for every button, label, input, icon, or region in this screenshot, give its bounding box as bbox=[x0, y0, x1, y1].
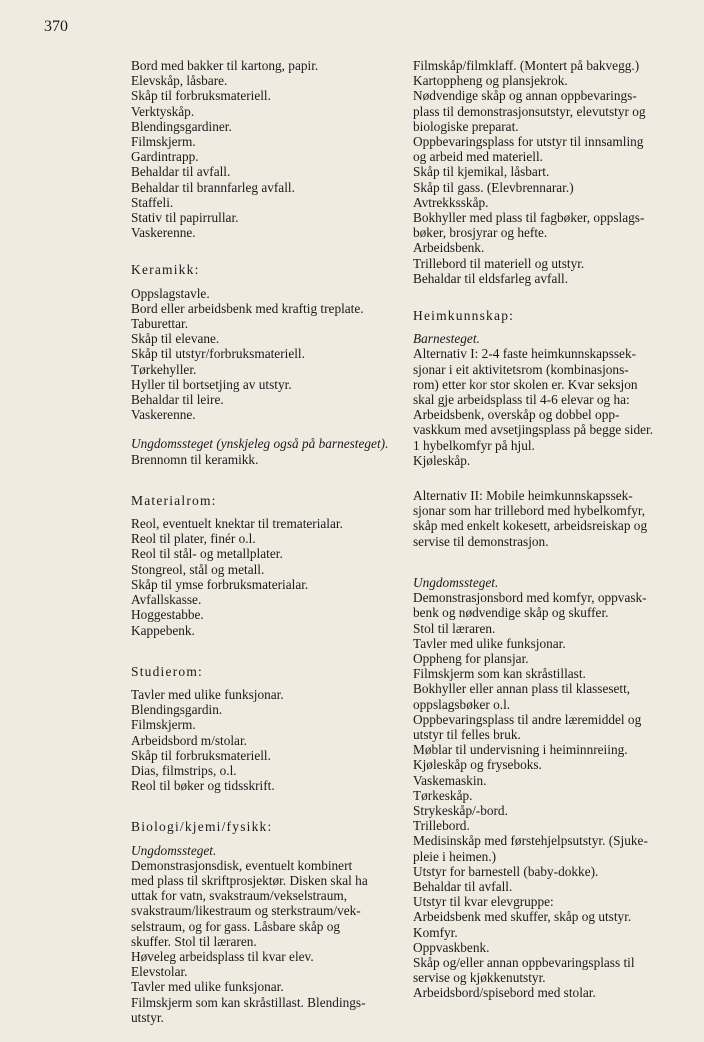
materialrom-list bbox=[131, 516, 389, 638]
text-line: Tavler med ulike funksjonar. bbox=[131, 686, 284, 702]
text-line: Vaskerenne. bbox=[131, 407, 196, 423]
text-line: Bord eller arbeidsbenk med kraftig treplate. bbox=[131, 300, 364, 316]
text-line: Demonstrasjonsbord med komfyr, oppvask- bbox=[413, 590, 647, 606]
text-line: Komfyr. bbox=[413, 924, 458, 940]
barnesteget-label: Barnesteget. bbox=[413, 331, 480, 347]
text-line: Reol til stål- og metallplater. bbox=[131, 546, 283, 562]
text-line: og arbeid med materiell. bbox=[413, 149, 543, 165]
text-line: Høveleg arbeidsplass til kvar elev. bbox=[131, 948, 314, 964]
text-line: Hyller til bortsetjing av utstyr. bbox=[131, 376, 292, 392]
text-line: Demonstrasjonsdisk, eventuelt kombinert bbox=[131, 857, 353, 873]
text-line: Oppslagstavle. bbox=[131, 285, 210, 301]
text-line: Bord med bakker til kartong, papir. bbox=[131, 58, 319, 73]
text-line: utstyr. bbox=[131, 1009, 164, 1025]
text-line: Blendingsgardin. bbox=[131, 702, 223, 718]
text-line: skuffer. Stol til læraren. bbox=[131, 933, 257, 949]
text-line: Nødvendige skåp og annan oppbevarings- bbox=[413, 88, 637, 104]
text-line: svakstraum/likestraum og sterkstraum/vek- bbox=[131, 903, 361, 919]
text-line: Reol, eventuelt knektar til trematerialar. bbox=[131, 516, 343, 532]
text-line: Reol til plater, finér o.l. bbox=[131, 531, 256, 547]
text-line: Elevstolar. bbox=[131, 964, 188, 980]
text-line: bøker, brosjyrar og hefte. bbox=[413, 225, 548, 241]
materialrom-heading: Materialrom: bbox=[131, 492, 217, 508]
text-line: Dias, filmstrips, o.l. bbox=[131, 762, 237, 778]
text-line: Skåp til elevane. bbox=[131, 331, 220, 347]
text-line: Tavler med ulike funksjonar. bbox=[413, 635, 566, 651]
text-line: Hoggestabbe. bbox=[131, 607, 204, 623]
biologi-list bbox=[131, 949, 389, 995]
ungdomssteget-list bbox=[413, 590, 668, 1000]
text-line: Oppheng for plansjar. bbox=[413, 650, 529, 666]
text-line: benk og nødvendige skåp og skuffer. bbox=[413, 605, 609, 621]
text-line: Tørkehyller. bbox=[131, 361, 197, 377]
text-line: Skåp til kjemikal, låsbart. bbox=[413, 164, 550, 180]
text-line: pleie i heimen.) bbox=[413, 848, 497, 864]
text-line: Utstyr for barnestell (baby-dokke). bbox=[413, 863, 599, 879]
text-line: Filmskjerm som kan skråstillast. Blendings- bbox=[131, 994, 366, 1010]
text-line: Tørkeskåp. bbox=[413, 787, 473, 803]
text-line: Arbeidsbenk. bbox=[413, 240, 485, 256]
text-line: Trillebord til materiell og utstyr. bbox=[413, 255, 585, 271]
text-line: Staffeli. bbox=[131, 194, 174, 210]
text-line: Kjøleskåp og fryseboks. bbox=[413, 757, 542, 773]
text-line: Skåp til forbruksmateriell. bbox=[131, 747, 271, 763]
text-line: servise og kjøkkenutstyr. bbox=[413, 970, 546, 986]
biologi-stage-label: Ungdomssteget. bbox=[131, 842, 217, 858]
text-line: Arbeidsbenk med skuffer, skåp og utstyr. bbox=[413, 909, 632, 925]
text-line: Elevskåp, låsbare. bbox=[131, 73, 228, 89]
text-line: Tavler med ulike funksjonar. bbox=[131, 979, 284, 995]
keramikk-heading: Keramikk: bbox=[131, 262, 200, 278]
text-line: Stongreol, stål og metall. bbox=[131, 561, 265, 577]
text-line: plass til demonstrasjonsutstyr, elevutstyr og bbox=[413, 103, 646, 119]
text-line: Arbeidsbenk, overskåp og dobbel opp- bbox=[413, 407, 620, 423]
text-line: Strykeskåp/-bord. bbox=[413, 802, 508, 818]
text-line: Skåp og/eller annan oppbevaringsplass til bbox=[413, 954, 635, 970]
text-line: Behaldar til avfall. bbox=[413, 878, 513, 894]
text-line: uttak for vatn, svakstraum/vekselstraum, bbox=[131, 888, 348, 904]
text-line: Kartoppheng og plansjekrok. bbox=[413, 73, 568, 89]
text-line: skåp med enkelt kokesett, arbeidsreiskap og bbox=[413, 518, 648, 534]
text-line: med plass til skriftprosjektør. Disken skal ha bbox=[131, 872, 368, 888]
text-line: Filmskjerm. bbox=[131, 717, 196, 733]
keramikk-list bbox=[131, 286, 389, 423]
text-line: Taburettar. bbox=[131, 316, 189, 332]
alternativ-2-text bbox=[413, 488, 668, 549]
text-line: Skåp til utstyr/forbruksmateriell. bbox=[131, 346, 305, 362]
text-line: Utstyr til kvar elevgruppe: bbox=[413, 894, 554, 910]
text-line: Medisinskåp med førstehjelpsutstyr. (Sjuke- bbox=[413, 833, 648, 849]
text-line: Behaldar til leire. bbox=[131, 392, 224, 408]
text-line: Vaskerenne. bbox=[131, 225, 196, 241]
text-line: Bokhyller med plass til fagbøker, oppslags- bbox=[413, 210, 645, 226]
text-line: Stativ til papirrullar. bbox=[131, 210, 239, 226]
alternativ-1-text bbox=[413, 346, 668, 468]
text-line: vaskkum med avsetjingsplass på begge sider. bbox=[413, 422, 654, 438]
text-line: Bokhyller eller annan plass til klassesett, bbox=[413, 681, 631, 697]
left-column bbox=[131, 58, 389, 1025]
text-line: sjonar som har trillebord med hybelkomfyr, bbox=[413, 503, 646, 519]
text-line: Skåp til forbruksmateriell. bbox=[131, 88, 271, 104]
text-line: 1 hybelkomfyr på hjul. bbox=[413, 437, 535, 453]
text-line: Oppbevaringsplass for utstyr til innsamling bbox=[413, 134, 644, 150]
right-column bbox=[413, 58, 668, 1001]
text-line: servise til demonstrasjon. bbox=[413, 533, 549, 549]
intro-list bbox=[131, 58, 389, 240]
keramikk-stage-label: Ungdomssteget (ynskjeleg også på barnesteget). bbox=[131, 436, 389, 452]
ungdomssteget-label: Ungdomssteget. bbox=[413, 574, 499, 590]
text-line: Filmskåp/filmklaff. (Montert på bakvegg.) bbox=[413, 58, 640, 73]
text-line: oppslagsbøker o.l. bbox=[413, 696, 511, 712]
text-line: Stol til læraren. bbox=[413, 620, 496, 636]
text-line: Blendingsgardiner. bbox=[131, 118, 232, 134]
studierom-list bbox=[131, 687, 389, 793]
text-line: Filmskjerm som kan skråstillast. bbox=[413, 666, 586, 682]
text-line: biologiske preparat. bbox=[413, 118, 519, 134]
text-line: Behaldar til avfall. bbox=[131, 164, 231, 180]
text-line: Skåp til gass. (Elevbrennarar.) bbox=[413, 179, 574, 195]
text-line: sjonar i eit aktivitetsrom (kombinasjons- bbox=[413, 361, 629, 377]
right-intro-list bbox=[413, 58, 668, 286]
text-line: Oppbevaringsplass til andre læremiddel og bbox=[413, 711, 642, 727]
page-number: 370 bbox=[44, 18, 68, 35]
studierom-heading: Studierom: bbox=[131, 663, 203, 679]
text-line: Verktyskåp. bbox=[131, 103, 195, 119]
text-line: Møblar til undervisning i heiminnreiing. bbox=[413, 742, 628, 758]
text-line: Kjøleskåp. bbox=[413, 452, 471, 468]
text-line: Alternativ I: 2-4 faste heimkunnskapssek- bbox=[413, 346, 637, 362]
text-line: Filmskjerm. bbox=[131, 134, 196, 150]
text-line: selstraum, og for gass. Låsbare skåp og bbox=[131, 918, 341, 934]
text-line: Reol til bøker og tidsskrift. bbox=[131, 778, 275, 794]
text-line: Arbeidsbord/spisebord med stolar. bbox=[413, 985, 596, 1001]
text-line: utstyr til felles bruk. bbox=[413, 726, 521, 742]
text-line: Trillebord. bbox=[413, 818, 470, 834]
text-line: Brennomn til keramikk. bbox=[131, 451, 259, 467]
text-line: Alternativ II: Mobile heimkunnskapssek- bbox=[413, 488, 633, 504]
biologi-last bbox=[131, 995, 389, 1025]
text-line: Arbeidsbord m/stolar. bbox=[131, 732, 247, 748]
biologi-heading: Biologi/kjemi/fysikk: bbox=[131, 819, 273, 835]
text-line: rom) etter kor stor skolen er. Kvar seksjon bbox=[413, 376, 638, 392]
heimkunnskap-heading: Heimkunnskap: bbox=[413, 308, 515, 324]
text-line: Kappebenk. bbox=[131, 622, 195, 638]
text-line: Vaskemaskin. bbox=[413, 772, 487, 788]
biologi-paragraph bbox=[131, 858, 389, 949]
text-line: Avfallskasse. bbox=[131, 592, 202, 608]
keramikk-stage-list bbox=[131, 452, 389, 467]
text-line: Avtrekksskåp. bbox=[413, 194, 489, 210]
text-line: Oppvaskbenk. bbox=[413, 939, 490, 955]
text-line: Behaldar til eldsfarleg avfall. bbox=[413, 270, 569, 286]
text-line: Skåp til ymse forbruksmaterialar. bbox=[131, 576, 309, 592]
text-line: Gardintrapp. bbox=[131, 149, 199, 165]
text-line: Behaldar til brannfarleg avfall. bbox=[131, 179, 295, 195]
text-line: skal gje arbeidsplass til 4-6 elevar og ha: bbox=[413, 392, 630, 408]
